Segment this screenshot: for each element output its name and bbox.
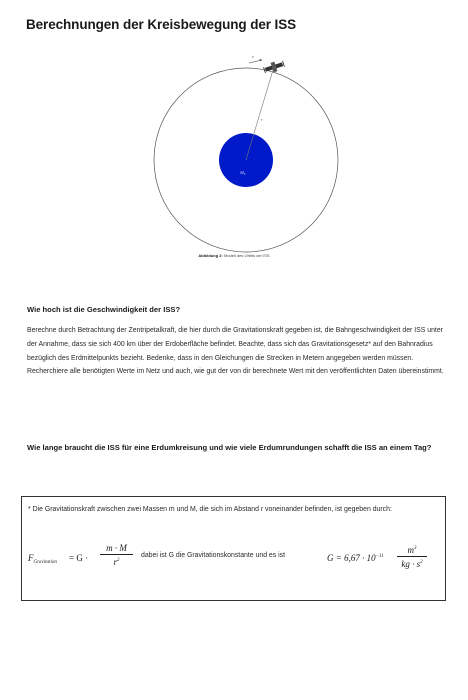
equals-g: = G · — [69, 553, 89, 563]
g-constant: $G = 6,67 \cdot 10^{-11}$ — [327, 553, 384, 563]
velocity-arrow-head — [260, 59, 263, 62]
earth-mass-label: $M_E$ — [240, 170, 246, 176]
task-paragraph: Berechne durch Betrachtung der Zentripetalkraft, die hier durch die Gravitationskraft gegeben ist, die Bahngeschwindigkeit der ISS unter der Annahme, dass sie sich 400 km über der Erdoberfläche befindet. Beachte, dass sich das Gravitationsgesetz* auf den Bahnradius bezüglich des Erdmittelpunkts bezieht. Bedenke, dass in den Gleichungen die Strecken in Metern angegeben werden müssen. Recherchiere alle benötigten Werte im Netz und auch, wie gut der von dir berechnete Wert mit den veröffentlichten Daten übereinstimmt. — [27, 327, 444, 376]
caption-text: Modell des Orbits der ISS — [224, 253, 270, 258]
fraction-numerator: m · M — [100, 543, 133, 555]
question-orbit-period: Wie lange braucht die ISS für eine Erdumkreisung und wie viele Erdumrundungen schafft die ISS an einem Tag? — [27, 443, 432, 452]
footnote-box — [21, 496, 446, 601]
footnote-intro: * Die Gravitationskraft zwischen zwei Massen m und M, die sich im Abstand r voneinander befinden, ist gegeben durch: — [28, 506, 392, 513]
figure-caption — [0, 253, 468, 258]
formula-explanation: dabei ist G die Gravitationskonstante und es ist — [141, 552, 286, 559]
caption-number: Abbildung 2: — [198, 253, 223, 258]
g-unit-fraction — [397, 543, 427, 570]
radius-label: r — [261, 117, 263, 122]
question-velocity: Wie hoch ist die Geschwindigkeit der ISS? — [27, 305, 181, 314]
iss-orbit-figure — [0, 0, 468, 270]
gravitation-formula — [28, 543, 443, 573]
page-title: Berechnungen der Kreisbewegung der ISS — [26, 17, 297, 32]
mass-fraction — [100, 543, 133, 568]
velocity-label: v — [252, 54, 254, 59]
unit-numerator: $m^3$ — [397, 543, 427, 557]
force-symbol: $F_{Gravitation}$ — [28, 553, 57, 565]
unit-denominator: kg · $s^2$ — [401, 559, 423, 569]
fraction-denominator: $r^2$ — [113, 557, 120, 567]
